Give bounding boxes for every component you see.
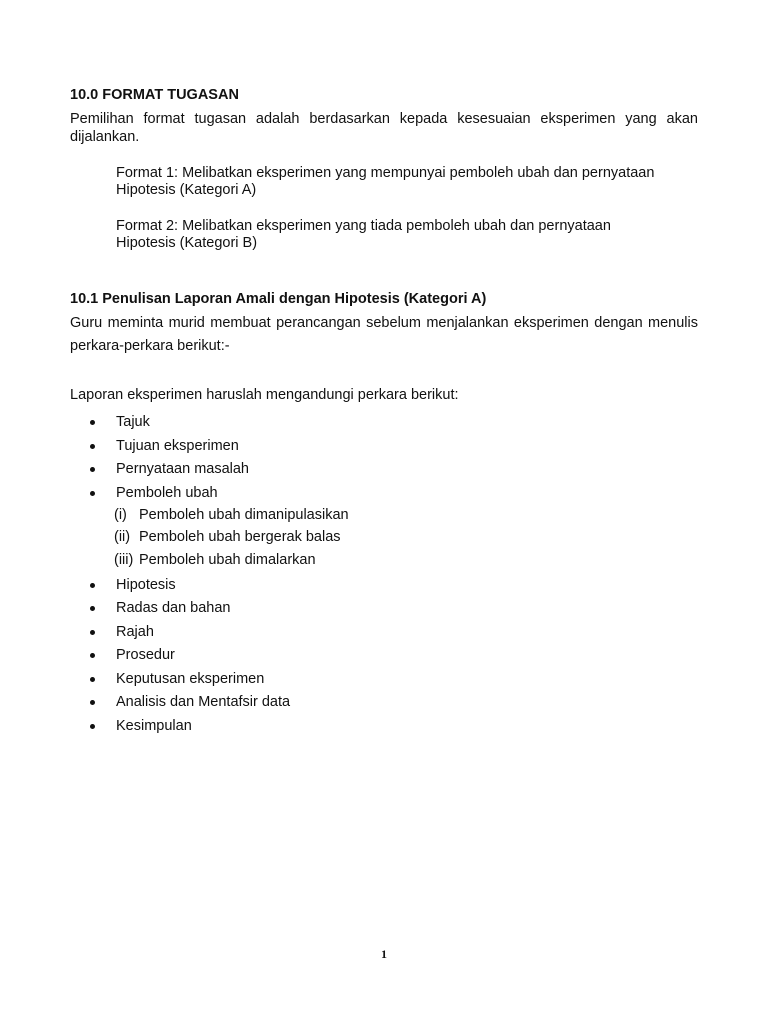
section-10-1-paragraph-line-2: perkara-perkara berikut:- <box>70 338 230 354</box>
list-item <box>90 669 650 693</box>
sub-list-item <box>90 505 650 528</box>
intro-paragraph-line-1: Pemilihan format tugasan adalah berdasarkan kepada kesesuaian eksperimen yang akan <box>70 111 698 127</box>
section-10-heading: 10.0 FORMAT TUGASAN <box>70 87 239 103</box>
list-item <box>90 716 650 740</box>
list-item-label: Rajah <box>116 623 154 640</box>
bullet-icon <box>90 700 95 705</box>
section-10-1-heading: 10.1 Penulisan Laporan Amali dengan Hipotesis (Kategori A) <box>70 291 487 307</box>
list-item-label: Tajuk <box>116 414 150 430</box>
section-10-1-paragraph-line-1: Guru meminta murid membuat perancangan sebelum menjalankan eksperimen dengan menulis <box>70 315 698 331</box>
bullet-icon <box>90 606 95 611</box>
bullet-icon <box>90 420 95 425</box>
list-item-label: Analisis dan Mentafsir data <box>116 694 291 711</box>
list-item <box>90 622 650 646</box>
list-item-label: Prosedur <box>116 647 175 664</box>
variables-sublist <box>90 505 650 575</box>
list-item-label: Radas dan bahan <box>116 600 231 617</box>
list-item-label: Pemboleh ubah <box>116 484 218 501</box>
list-item <box>90 459 650 483</box>
format-2-line-2: Hipotesis (Kategori B) <box>116 235 258 251</box>
format-1-line-2: Hipotesis (Kategori A) <box>116 182 257 198</box>
list-item-label: Hipotesis <box>116 576 176 593</box>
list-item <box>90 483 650 575</box>
list-item-label: Pernyataan masalah <box>116 461 249 477</box>
list-item <box>90 575 650 599</box>
sub-list-number: (ii) <box>114 529 131 546</box>
bullet-icon <box>90 724 95 729</box>
sub-list-label: Pemboleh ubah bergerak balas <box>139 529 341 546</box>
sub-list-label: Pemboleh ubah dimanipulasikan <box>139 506 349 523</box>
list-item <box>90 645 650 669</box>
list-item-label: Kesimpulan <box>116 717 192 734</box>
bullet-icon <box>90 467 95 472</box>
page-number: 1 <box>381 947 387 961</box>
intro-paragraph-line-2: dijalankan. <box>70 129 140 145</box>
sub-list-number: (i) <box>114 506 127 523</box>
list-item <box>90 436 650 460</box>
bullet-icon <box>90 444 95 449</box>
sub-list-item <box>90 527 650 550</box>
bullet-icon <box>90 630 95 635</box>
sub-list-number: (iii) <box>114 551 134 568</box>
sub-list-item <box>90 550 650 575</box>
list-item <box>90 412 650 436</box>
bullet-icon <box>90 583 95 588</box>
list-item-label: Keputusan eksperimen <box>116 670 265 687</box>
list-item <box>90 598 650 622</box>
list-item <box>90 692 650 716</box>
format-2-line-1: Format 2: Melibatkan eksperimen yang tiada pemboleh ubah dan pernyataan <box>116 218 611 234</box>
format-1-line-1: Format 1: Melibatkan eksperimen yang mempunyai pemboleh ubah dan pernyataan <box>116 165 655 181</box>
bullet-icon <box>90 653 95 658</box>
list-intro: Laporan eksperimen haruslah mengandungi perkara berikut: <box>70 387 459 403</box>
list-item-label: Tujuan eksperimen <box>116 437 239 454</box>
bullet-icon <box>90 677 95 682</box>
report-contents-list <box>90 412 650 739</box>
bullet-icon <box>90 491 95 496</box>
sub-list-label: Pemboleh ubah dimalarkan <box>139 551 316 568</box>
